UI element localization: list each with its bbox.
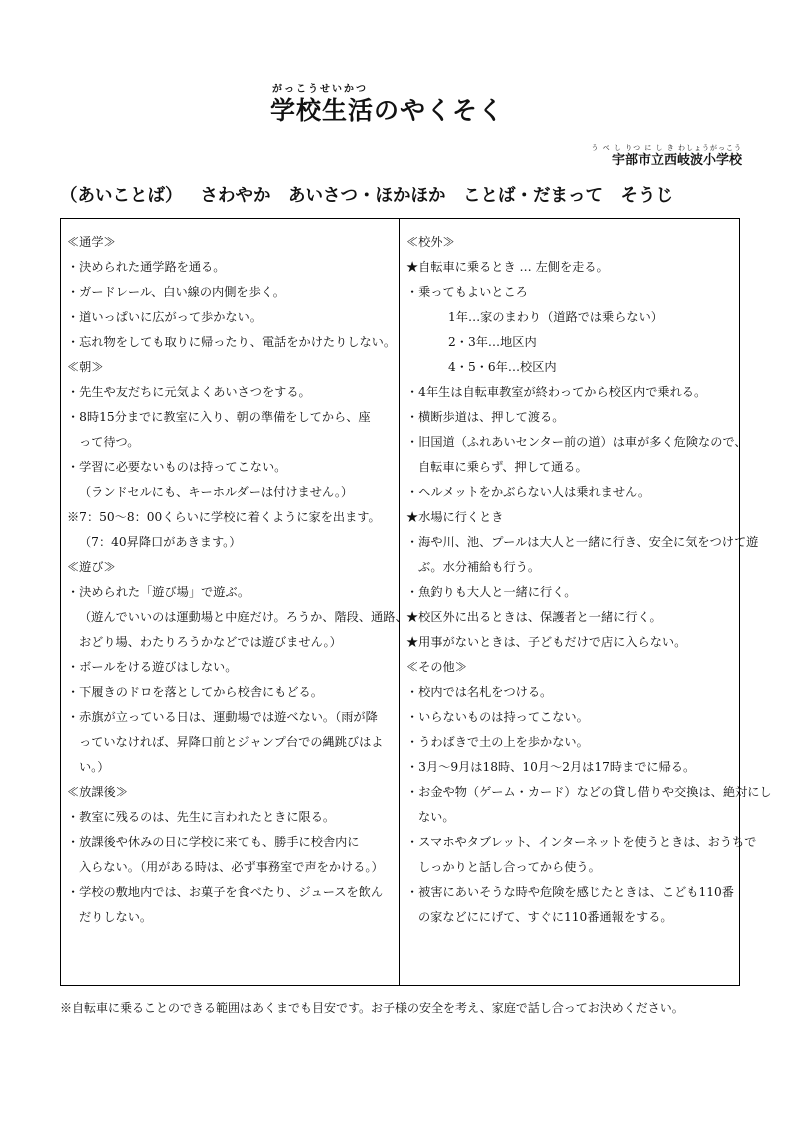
rule-line: ・忘れ物をしても取りに帰ったり、電話をかけたりしない。 bbox=[67, 335, 397, 349]
rule-line: ・ヘルメットをかぶらない人は乗れません。 bbox=[406, 485, 651, 499]
page-title: 学校生活のやくそく bbox=[270, 96, 505, 125]
rule-line: ・先生や友だちに元気よくあいさつをする。 bbox=[67, 385, 311, 399]
footnote: ※自転車に乗ることのできる範囲はあくまでも目安です。お子様の安全を考え、家庭で話し合ってお決めください。 bbox=[60, 1001, 684, 1015]
rule-subitem: 1年…家のまわり（道路では乗らない） bbox=[448, 310, 663, 324]
rule-subitem: 2・3年…地区内 bbox=[448, 335, 537, 349]
rule-line-continued: の家などににげて、すぐに110番通報をする。 bbox=[418, 910, 673, 924]
rule-line-continued: 入らない。（用がある時は、必ず事務室で声をかける。） bbox=[79, 860, 384, 874]
rule-line-continued: っていなければ、昇降口前とジャンプ台での縄跳びはよ bbox=[79, 735, 384, 749]
rule-line: ・教室に残るのは、先生に言われたときに限る。 bbox=[67, 810, 336, 824]
rule-line: ・お金や物（ゲーム・カード）などの貸し借りや交換は、絶対にし bbox=[406, 785, 772, 799]
rule-note: （遊んでいいのは運動場と中庭だけ。ろうか、階段、通路、 bbox=[79, 610, 408, 624]
section-heading-morning: ≪朝≫ bbox=[67, 360, 104, 374]
rule-line-continued: しっかりと話し合ってから使う。 bbox=[418, 860, 601, 874]
rule-line: ・道いっぱいに広がって歩かない。 bbox=[67, 310, 262, 324]
rule-line: ・被害にあいそうな時や危険を感じたときは、こども110番 bbox=[406, 885, 734, 899]
rules-right-column bbox=[400, 219, 772, 985]
rule-line: ・赤旗が立っている日は、運動場では遊べない。（雨が降 bbox=[67, 710, 378, 724]
school-ruby: う べ し りつ に し き わしょうがっこう bbox=[591, 144, 742, 152]
school-block bbox=[591, 144, 742, 168]
section-heading-after-school: ≪放課後≫ bbox=[67, 785, 128, 799]
section-heading-outside: ≪校外≫ bbox=[406, 235, 455, 249]
rule-line: ・校内では名札をつける。 bbox=[406, 685, 553, 699]
title-ruby: がっこうせいかつ bbox=[272, 84, 368, 95]
rule-line: ・放課後や休みの日に学校に来ても、勝手に校舎内に bbox=[67, 835, 360, 849]
rule-note: おどり場、わたりろうかなどでは遊びません。） bbox=[79, 635, 342, 649]
rule-line-continued: だりしない。 bbox=[79, 910, 153, 924]
rule-line: ・うわばきで土の上を歩かない。 bbox=[406, 735, 589, 749]
rule-line: ・旧国道（ふれあいセンター前の道）は車が多く危険なので、 bbox=[406, 435, 747, 449]
rule-line-continued: って待つ。 bbox=[79, 435, 140, 449]
rule-line: ★自転車に乗るとき … 左側を走る。 bbox=[406, 260, 609, 274]
rule-line: ・学校の敷地内では、お菓子を食べたり、ジュースを飲ん bbox=[67, 885, 384, 899]
greeting-line bbox=[60, 184, 750, 208]
rule-line-continued: ない。 bbox=[418, 810, 455, 824]
rule-line: ・魚釣りも大人と一緒に行く。 bbox=[406, 585, 577, 599]
school-name: 宇部市立西岐波小学校 bbox=[611, 153, 742, 168]
rule-line: ・ボールをける遊びはしない。 bbox=[67, 660, 238, 674]
greeting-label: （あいことば） bbox=[60, 186, 183, 206]
rule-line: ・乗ってもよいところ bbox=[406, 285, 528, 299]
rule-line-continued: ぶ。水分補給も行う。 bbox=[418, 560, 541, 574]
rule-line-continued: 自転車に乗らず、押して通る。 bbox=[418, 460, 588, 474]
rule-line: ★用事がないときは、子どもだけで店に入らない。 bbox=[406, 635, 687, 649]
greeting-phrases: さわやか あいさつ・ほかほか ことば・だまって そうじ bbox=[200, 186, 673, 206]
rules-table bbox=[60, 218, 772, 986]
rule-note: ※7：50～8：00くらいに学校に着くように家を出ます。 bbox=[67, 510, 381, 524]
rule-subitem: 4・5・6年…校区内 bbox=[448, 360, 557, 374]
rule-line: ・4年生は自転車教室が終わってから校区内で乗れる。 bbox=[406, 385, 707, 399]
rule-line-continued: い。） bbox=[79, 760, 110, 774]
rule-line: ・ガードレール、白い線の内側を歩く。 bbox=[67, 285, 285, 299]
rule-line: ・下履きのドロを落としてから校舎にもどる。 bbox=[67, 685, 323, 699]
rule-note: （7：40昇降口があきます。） bbox=[79, 535, 242, 549]
rule-line: ・8時15分までに教室に入り、朝の準備をしてから、座 bbox=[67, 410, 371, 424]
section-heading-commute: ≪通学≫ bbox=[67, 235, 116, 249]
section-heading-play: ≪遊び≫ bbox=[67, 560, 116, 574]
rule-line: ・3月～9月は18時、10月～2月は17時までに帰る。 bbox=[406, 760, 696, 774]
rule-note: （ランドセルにも、キーホルダーは付けません。） bbox=[79, 485, 354, 499]
section-heading-other: ≪その他≫ bbox=[406, 660, 467, 674]
rule-line: ★校区外に出るときは、保護者と一緒に行く。 bbox=[406, 610, 662, 624]
rule-line: ・決められた「遊び場」で遊ぶ。 bbox=[67, 585, 251, 599]
rules-left-column bbox=[61, 219, 408, 985]
rule-line: ・海や川、池、プールは大人と一緒に行き、安全に気をつけて遊 bbox=[406, 535, 759, 549]
rule-line: ・学習に必要ないものは持ってこない。 bbox=[67, 460, 287, 474]
rule-line: ・スマホやタブレット、インターネットを使うときは、おうちで bbox=[406, 835, 757, 849]
rule-line: ・いらないものは持ってこない。 bbox=[406, 710, 589, 724]
rule-line: ・横断歩道は、押して渡る。 bbox=[406, 410, 565, 424]
rule-line: ・決められた通学路を通る。 bbox=[67, 260, 226, 274]
rule-line: ★水場に行くとき bbox=[406, 510, 504, 524]
page-title-block bbox=[270, 84, 540, 126]
